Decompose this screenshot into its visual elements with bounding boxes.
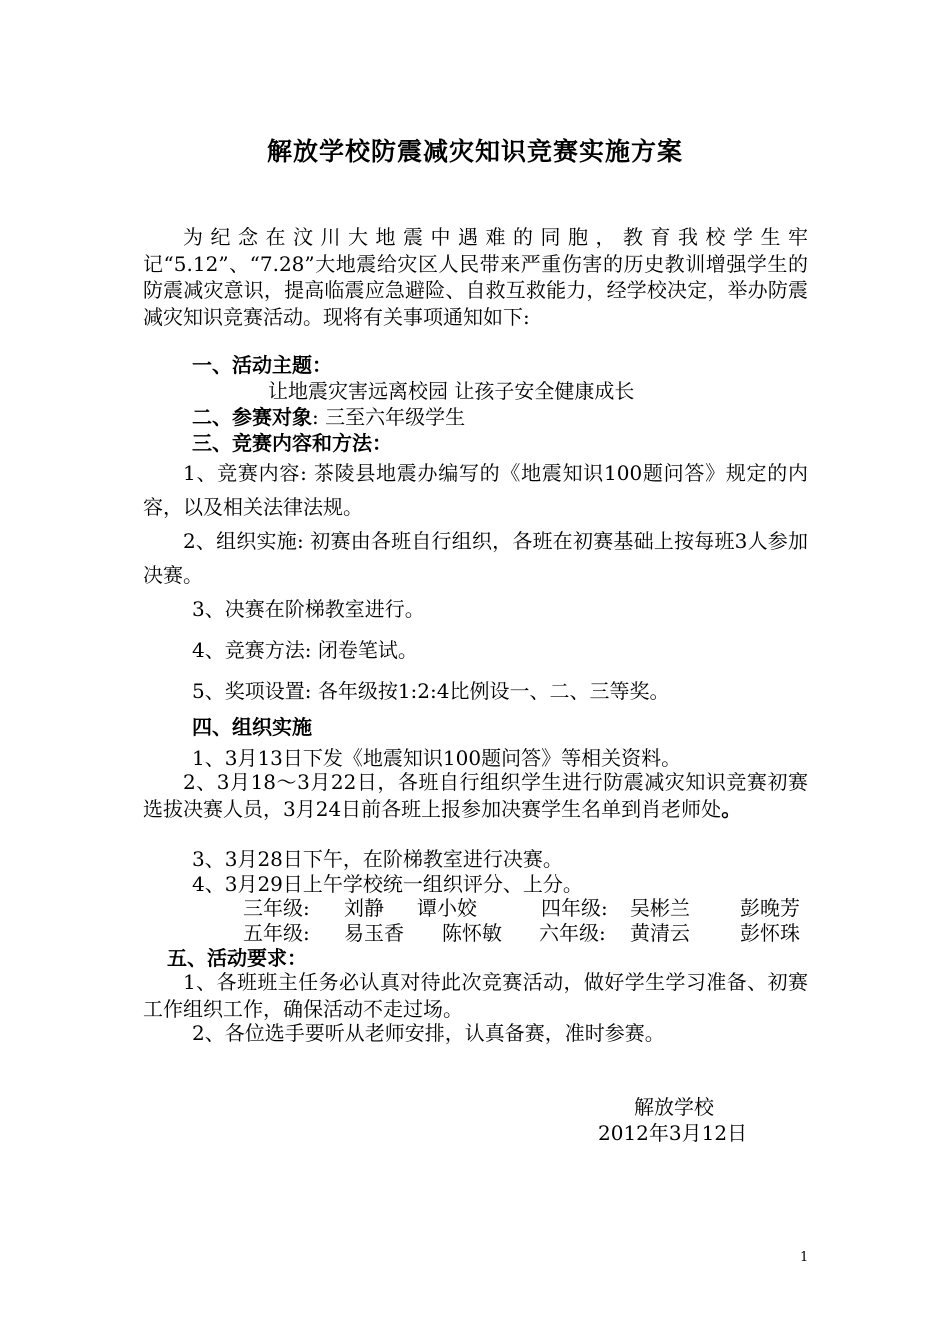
document-title: 解放学校防震减灾知识竞赛实施方案	[266, 137, 683, 166]
section3-item2: 2、组织实施: 初赛由各班自行组织，各班在初赛基础上按每班3人参加决赛。	[143, 529, 808, 587]
intro-paragraph: 为纪念在汶川大地震中遇难的同胞，教育我校学生牢记“5.12”、“7.28”大地震给灾区人民带来严重伤害的历史教训增强学生的防震减灾意识，提高临震应急避险、自救互救能力，经学校决定，举办防震减灾知识竞赛活动。现将有关事项通知如下:	[143, 225, 808, 329]
student-name: 易玉香	[344, 921, 404, 945]
signature-org: 解放学校	[634, 1095, 714, 1119]
section5-item2: 2、各位选手要听从老师安排，认真备赛，准时参赛。	[192, 1021, 665, 1045]
section1-heading: 一、活动主题：	[192, 353, 332, 377]
section3-item1: 1、竞赛内容: 茶陵县地震办编写的《地震知识100题问答》规定的内容，以及相关法律法规。	[143, 461, 808, 519]
section4-item4: 4、3月29日上午学校统一组织评分、上分。	[192, 872, 583, 896]
student-name: 彭怀珠	[740, 921, 800, 945]
section4-item1: 1、3月13日下发《地震知识100题问答》等相关资料。	[192, 746, 682, 770]
section3-item3: 3、决赛在阶梯教室进行。	[192, 597, 425, 621]
section4-item2	[143, 769, 808, 822]
section4-item2-text: 2、3月18～3月22日，各班自行组织学生进行防震减灾知识竞赛初赛选拔决赛人员，3月24日前各班上报参加决赛学生名单到肖老师处	[143, 770, 808, 821]
section3-item5: 5、奖项设置: 各年级按1:2:4比例设一、二、三等奖。	[192, 679, 670, 703]
activity-theme: 让地震灾害远离校园 让孩子安全健康成长	[268, 379, 635, 403]
student-name: 谭小姣	[417, 896, 477, 920]
student-name: 黄清云	[630, 921, 690, 945]
grade-label: 三年级:	[243, 896, 310, 920]
section4-item3: 3、3月28日下午，在阶梯教室进行决赛。	[192, 847, 563, 871]
student-name: 刘静	[344, 896, 384, 920]
section2-heading: 二、参赛对象	[192, 405, 312, 429]
section2-line	[192, 404, 465, 430]
signature-date: 2012年3月12日	[598, 1121, 748, 1145]
section3-item4: 4、竞赛方法: 闭卷笔试。	[192, 638, 418, 662]
section3-heading: 三、竞赛内容和方法：	[192, 431, 392, 455]
grade-label: 四年级:	[541, 896, 608, 920]
grade-label: 五年级:	[243, 921, 310, 945]
student-name: 彭晚芳	[740, 896, 800, 920]
student-name: 吴彬兰	[630, 896, 690, 920]
section4-item2-end: 。	[721, 796, 742, 821]
grade-label: 六年级:	[539, 921, 606, 945]
section4-heading: 四、组织实施	[192, 715, 312, 739]
section5-item1: 1、各班班主任务必认真对待此次竞赛活动，做好学生学习准备、初赛工作组织工作，确保活动不走过场。	[143, 970, 808, 1021]
section5-heading: 五、活动要求：	[167, 946, 307, 970]
student-name: 陈怀敏	[442, 921, 502, 945]
section2-text: : 三至六年级学生	[312, 405, 466, 429]
page-number: 1	[800, 1250, 809, 1265]
